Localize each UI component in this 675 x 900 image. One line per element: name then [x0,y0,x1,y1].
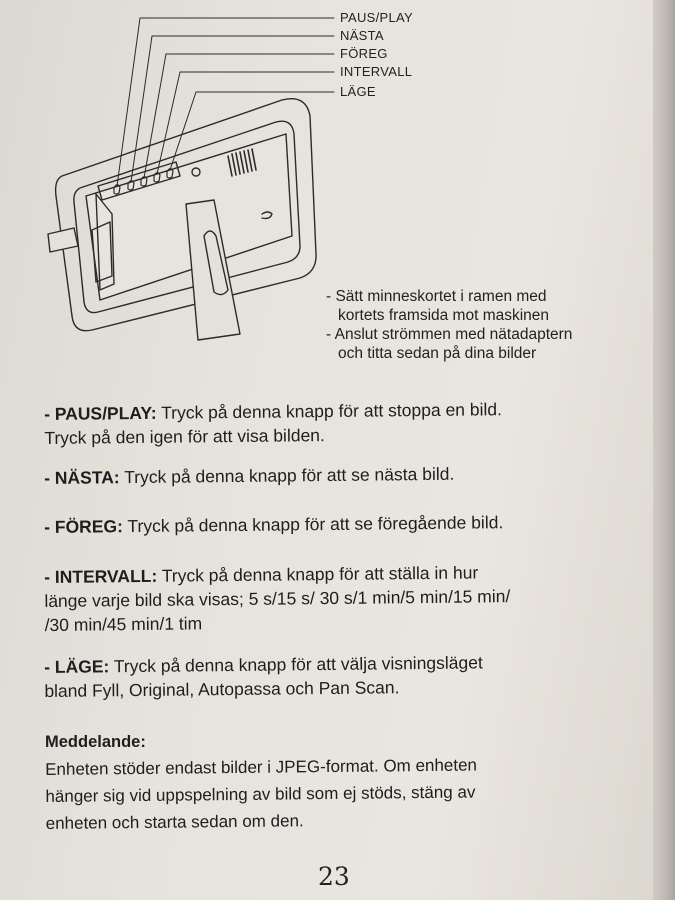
description-line: länge varje bild ska visas; 5 s/15 s/ 30 s/1 min/5 min/15 min/ [44,586,511,611]
section-lage [44,649,634,703]
section-foreg [44,509,634,539]
install-note-line: - Sätt minneskortet i ramen med [326,288,547,305]
description-line: Tryck på denna knapp för att se föregående bild. [127,512,504,537]
install-note-line: och titta sedan på dina bilder [338,345,537,362]
side-tab [48,228,78,252]
term-lage: - LÄGE: [44,656,110,677]
description-line: Tryck på denna knapp för att ställa in hur [161,562,479,586]
description-line: Tryck på den igen för att visa bilden. [44,425,325,448]
notice-line: enheten och starta sedan om den. [45,811,304,833]
callout-foreg: FÖREG [340,46,388,61]
callout-nasta: NÄSTA [340,28,384,43]
term-foreg: - FÖREG: [44,516,123,537]
notice-line: hänger sig vid uppspelning av bild som ej stöds, stäng av [45,782,476,806]
callout-lage: LÄGE [340,84,376,99]
page-number: 23 [318,862,350,891]
install-note-line: kortets framsida mot maskinen [338,307,550,324]
notice-heading: Meddelande: [45,733,146,751]
term-intervall: - INTERVALL: [44,565,158,587]
section-intervall [44,559,635,637]
callout-intervall: INTERVALL [340,64,413,79]
description-line: Tryck på denna knapp för att stoppa en bild. [161,399,503,423]
notice-line: Enheten stöder endast bilder i JPEG-format. Om enheten [45,755,478,779]
callout-paus-play: PAUS/PLAY [340,10,414,25]
description-line: Tryck på denna knapp för att se nästa bild. [124,463,455,488]
description-line: bland Fyll, Original, Autopassa och Pan Scan. [44,677,400,701]
install-note-line: - Anslut strömmen med nätadaptern [326,326,573,343]
install-notes [326,287,572,363]
section-nasta [44,460,634,490]
term-nasta: - NÄSTA: [44,467,120,488]
notice-body [45,750,606,837]
description-line: /30 min/45 min/1 tim [44,613,203,635]
term-paus-play: - PAUS/PLAY: [44,402,157,424]
section-paus-play [44,396,634,450]
description-line: Tryck på denna knapp för att välja visningsläget [113,652,483,677]
